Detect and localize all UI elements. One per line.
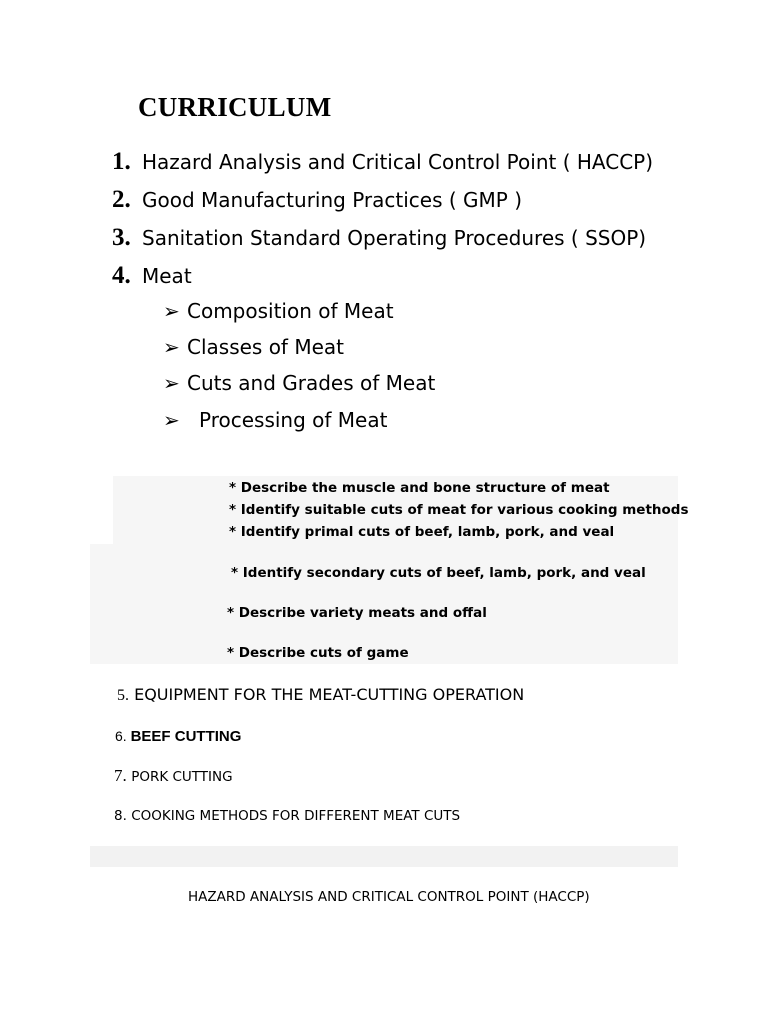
meat-subitem [163,408,387,432]
objective-bullet: * Describe the muscle and bone structure of meat [229,480,610,496]
curriculum-item-cooking [114,808,460,824]
subitem-text: Cuts and Grades of Meat [187,371,436,395]
page-title: CURRICULUM [138,92,332,122]
subitem-text: Classes of Meat [187,335,344,359]
meat-subitem [163,299,394,323]
item-number: 5. [117,687,129,704]
item-text: Good Manufacturing Practices ( GMP ) [142,188,522,212]
curriculum-item-beef [115,728,241,745]
item-number: 6. [115,728,127,744]
objective-bullet: * Identify suitable cuts of meat for various cooking methods [229,502,689,518]
arrow-bullet-icon: ➢ [163,408,180,432]
item-number: 4. [112,262,131,289]
item-number: 7. [114,766,127,785]
objective-bullet: * Describe cuts of game [227,645,409,661]
curriculum-item-haccp [112,148,653,176]
meat-subitem [163,335,344,359]
section-heading: HAZARD ANALYSIS AND CRITICAL CONTROL POINT (HACCP) [188,889,590,905]
item-number: 3. [112,224,131,251]
item-text: BEEF CUTTING [130,728,242,745]
curriculum-item-ssop [112,224,646,252]
arrow-bullet-icon: ➢ [163,335,180,359]
curriculum-item-pork [114,766,233,786]
objective-bullet: * Describe variety meats and offal [227,605,487,621]
curriculum-item-gmp [112,186,522,214]
curriculum-item-equipment [117,685,524,705]
curriculum-item-meat [112,262,192,290]
item-text: COOKING METHODS FOR DIFFERENT MEAT CUTS [131,808,461,824]
objective-bullet: * Identify primal cuts of beef, lamb, pork, and veal [229,524,615,540]
item-text: Hazard Analysis and Critical Control Point ( HACCP) [142,150,654,174]
objective-bullet: * Identify secondary cuts of beef, lamb, pork, and veal [231,565,646,581]
subitem-text: Processing of Meat [199,408,388,432]
arrow-bullet-icon: ➢ [163,299,180,323]
item-text: Sanitation Standard Operating Procedures ( SSOP) [142,226,647,250]
item-text: PORK CUTTING [131,769,233,785]
item-number: 8. [114,808,127,824]
item-number: 1. [112,148,131,175]
arrow-bullet-icon: ➢ [163,371,180,395]
item-text: Meat [142,264,192,288]
item-number: 2. [112,186,131,213]
meat-subitem [163,371,435,395]
item-text: EQUIPMENT FOR THE MEAT-CUTTING OPERATION [134,685,525,704]
subitem-text: Composition of Meat [187,299,394,323]
shaded-background [90,846,678,867]
